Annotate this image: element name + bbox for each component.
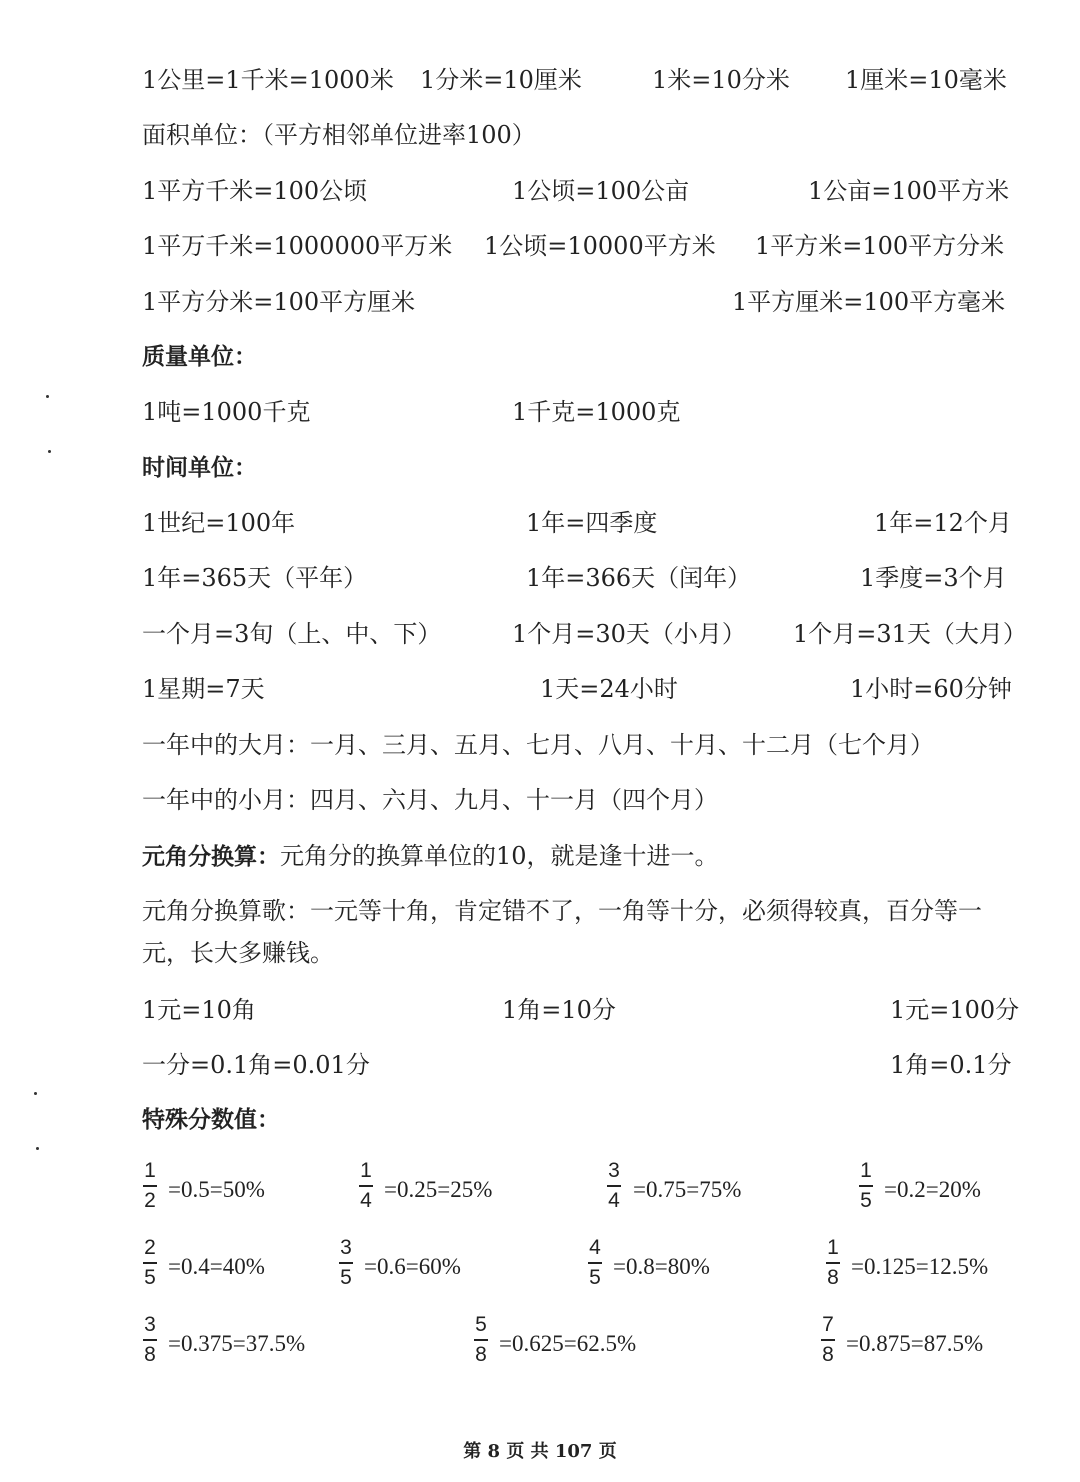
- money-song: 元角分换算歌：一元等十角，肯定错不了，一角等十分，必须得较真，百分等一元，长大多赚钱。: [142, 897, 982, 967]
- fraction: [821, 1314, 835, 1366]
- money-conversion: 1角=0.1分: [890, 1051, 1012, 1079]
- area-conversion: 1平方米=100平方分米: [755, 232, 1005, 260]
- page-footer: 第 8 页 共 107 页: [463, 1441, 617, 1462]
- time-conversion: 1个月=30天（小月）: [512, 620, 746, 648]
- money-conversion: 1元=10角: [142, 996, 256, 1024]
- scan-speck: [36, 1147, 39, 1150]
- money-conversion: 1元=100分: [890, 996, 1020, 1024]
- time-conversion: 1季度=3个月: [860, 564, 1007, 592]
- fraction-value: =0.25=25%: [384, 1177, 493, 1202]
- area-conversion: 1平方千米=100公顷: [142, 177, 368, 205]
- length-conversion: 1公里=1千米=1000米: [142, 66, 394, 94]
- mass-heading: 质量单位：: [142, 344, 257, 370]
- fraction-bar: [143, 1339, 157, 1341]
- area-conversion: 1平万千米=1000000平万米: [142, 232, 453, 260]
- numerator: 1: [860, 1159, 872, 1182]
- fraction-bar: [474, 1339, 488, 1341]
- money-heading-label: 元角分换算：: [142, 844, 280, 870]
- fraction: [474, 1314, 488, 1366]
- numerator: 1: [360, 1159, 372, 1182]
- numerator: 1: [144, 1159, 156, 1182]
- time-conversion: 1年=365天（平年）: [142, 564, 368, 592]
- denominator: 5: [860, 1189, 872, 1212]
- time-heading: 时间单位：: [142, 455, 257, 481]
- denominator: 8: [822, 1343, 834, 1366]
- fraction-bar: [588, 1262, 602, 1264]
- denominator: 2: [144, 1189, 156, 1212]
- length-conversion: 1米=10分米: [652, 66, 790, 94]
- fraction: [359, 1160, 373, 1212]
- fraction-value: =0.6=60%: [364, 1254, 461, 1279]
- numerator: 5: [475, 1313, 487, 1336]
- fraction-bar: [143, 1185, 157, 1187]
- time-conversion: 1世纪=100年: [142, 509, 296, 537]
- time-conversion: 1个月=31天（大月）: [793, 620, 1027, 648]
- scan-speck: [46, 395, 49, 398]
- time-conversion: 1天=24小时: [540, 675, 678, 703]
- fraction: [607, 1160, 621, 1212]
- fraction: [339, 1237, 353, 1289]
- fraction: [859, 1160, 873, 1212]
- money-heading: [142, 841, 719, 872]
- numerator: 3: [144, 1313, 156, 1336]
- fraction: [143, 1314, 157, 1366]
- area-conversion: 1公亩=100平方米: [808, 177, 1010, 205]
- time-conversion: 1年=366天（闰年）: [526, 564, 752, 592]
- fraction: [588, 1237, 602, 1289]
- area-conversion: 1公顷=100公亩: [512, 177, 690, 205]
- money-conversion: 一分=0.1角=0.01分: [142, 1051, 370, 1079]
- fraction: [143, 1237, 157, 1289]
- fraction-bar: [339, 1262, 353, 1264]
- denominator: 4: [360, 1189, 372, 1212]
- time-conversion: 1年=12个月: [874, 509, 1012, 537]
- fraction-value: =0.5=50%: [168, 1177, 265, 1202]
- fraction-value: =0.375=37.5%: [168, 1331, 306, 1356]
- fraction-bar: [607, 1185, 621, 1187]
- fraction-bar: [143, 1262, 157, 1264]
- time-conversion: 1小时=60分钟: [850, 675, 1012, 703]
- time-conversion: 1年=四季度: [526, 509, 658, 537]
- area-conversion: 1平方厘米=100平方毫米: [732, 288, 1006, 316]
- length-conversion: 1分米=10厘米: [420, 66, 582, 94]
- denominator: 8: [827, 1266, 839, 1289]
- numerator: 3: [608, 1159, 620, 1182]
- area-heading: 面积单位：（平方相邻单位进率100）: [142, 121, 536, 149]
- fraction: [826, 1237, 840, 1289]
- numerator: 2: [144, 1236, 156, 1259]
- fraction-bar: [826, 1262, 840, 1264]
- fraction-bar: [859, 1185, 873, 1187]
- mass-conversion: 1千克=1000克: [512, 398, 681, 426]
- numerator: 1: [827, 1236, 839, 1259]
- time-conversion: 1星期=7天: [142, 675, 265, 703]
- scan-speck: [34, 1092, 37, 1095]
- denominator: 5: [340, 1266, 352, 1289]
- fraction-bar: [821, 1339, 835, 1341]
- denominator: 8: [144, 1343, 156, 1366]
- money-conversion: 1角=10分: [502, 996, 616, 1024]
- money-heading-text: 元角分的换算单位的10，就是逢十进一。: [280, 842, 719, 870]
- fraction-value: =0.875=87.5%: [846, 1331, 984, 1356]
- fraction-value: =0.4=40%: [168, 1254, 265, 1279]
- fraction: [143, 1160, 157, 1212]
- fraction-bar: [359, 1185, 373, 1187]
- fraction-value: =0.125=12.5%: [851, 1254, 989, 1279]
- denominator: 5: [589, 1266, 601, 1289]
- numerator: 4: [589, 1236, 601, 1259]
- fraction-value: =0.2=20%: [884, 1177, 981, 1202]
- denominator: 8: [475, 1343, 487, 1366]
- fraction-value: =0.75=75%: [633, 1177, 742, 1202]
- length-conversion: 1厘米=10毫米: [845, 66, 1007, 94]
- big-months: 一年中的大月：一月、三月、五月、七月、八月、十月、十二月（七个月）: [142, 731, 934, 759]
- mass-conversion: 1吨=1000千克: [142, 398, 311, 426]
- numerator: 7: [822, 1313, 834, 1336]
- denominator: 5: [144, 1266, 156, 1289]
- small-months: 一年中的小月：四月、六月、九月、十一月（四个月）: [142, 786, 718, 814]
- scan-speck: [48, 450, 51, 453]
- fractions-heading: 特殊分数值：: [142, 1107, 280, 1133]
- area-conversion: 1平方分米=100平方厘米: [142, 288, 416, 316]
- fraction-value: =0.625=62.5%: [499, 1331, 637, 1356]
- fraction-value: =0.8=80%: [613, 1254, 710, 1279]
- area-conversion: 1公顷=10000平方米: [484, 232, 716, 260]
- denominator: 4: [608, 1189, 620, 1212]
- numerator: 3: [340, 1236, 352, 1259]
- time-conversion: 一个月=3旬（上、中、下）: [142, 620, 442, 648]
